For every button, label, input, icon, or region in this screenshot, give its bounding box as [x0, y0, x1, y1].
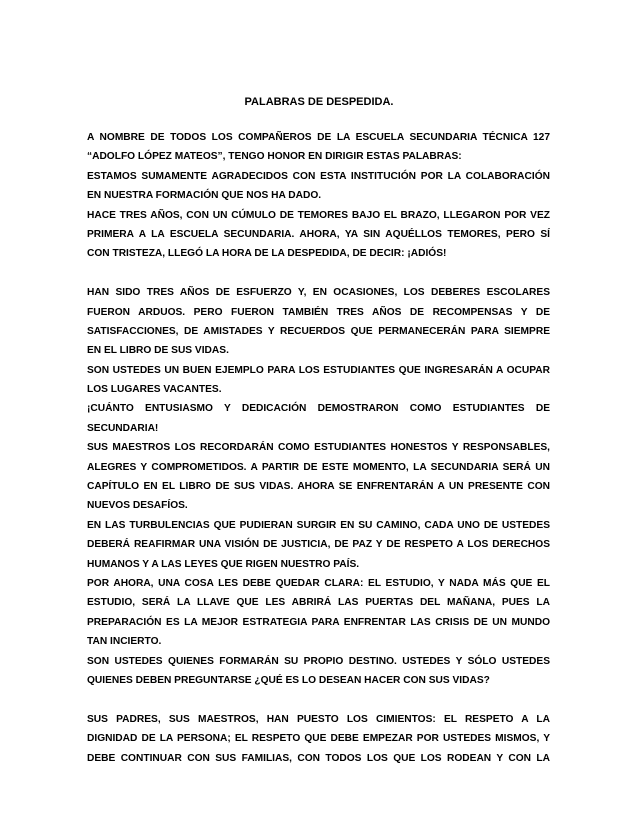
- text-line: ALEGRES Y COMPROMETIDOS. A PARTIR DE ESTE MOMENTO, LA SECUNDARIA SERÁ UN: [87, 461, 550, 473]
- text-line: A NOMBRE DE TODOS LOS COMPAÑEROS DE LA ESCUELA SECUNDARIA TÉCNICA 127: [87, 132, 550, 143]
- text-line: ESTAMOS SUMAMENTE AGRADECIDOS CON ESTA INSTITUCIÓN POR LA COLABORACIÓN: [87, 170, 550, 182]
- text-line: SUS PADRES, SUS MAESTROS, HAN PUESTO LOS CIMIENTOS: EL RESPETO A LA: [87, 713, 550, 725]
- text-line: POR AHORA, UNA COSA LES DEBE QUEDAR CLARA: EL ESTUDIO, Y NADA MÁS QUE EL: [87, 577, 550, 589]
- text-line: EN EL LIBRO DE SUS VIDAS.: [87, 345, 229, 357]
- text-line: EN NUESTRA FORMACIÓN QUE NOS HA DADO.: [87, 190, 322, 202]
- text-line: CON TRISTEZA, LLEGÓ LA HORA DE LA DESPEDIDA, DE DECIR: ¡ADIÓS!: [87, 248, 447, 260]
- text-line: HUMANOS Y A LAS LEYES QUE RIGEN NUESTRO PAÍS.: [87, 558, 360, 570]
- blank-line: [87, 264, 550, 283]
- text-line: “ADOLFO LÓPEZ MATEOS”, TENGO HONOR EN DIRIGIR ESTAS PALABRAS:: [87, 151, 462, 163]
- text-line: DEBE CONTINUAR CON SUS FAMILIAS, CON TODOS LOS QUE LOS RODEAN Y CON LA: [87, 752, 550, 764]
- text-line: SATISFACCIONES, DE AMISTADES Y RECUERDOS QUE PERMANECERÁN PARA SIEMPRE: [87, 325, 550, 337]
- text-line: SUS MAESTROS LOS RECORDARÁN COMO ESTUDIANTES HONESTOS Y RESPONSABLES,: [87, 442, 550, 454]
- text-line: ESTUDIO, SERÁ LA LLAVE QUE LES ABRIRÁ LAS PUERTAS DEL MAÑANA, PUES LA: [87, 597, 550, 609]
- text-line: LOS LUGARES VACANTES.: [87, 384, 222, 396]
- text-line: ¡CUÁNTO ENTUSIASMO Y DEDICACIÓN DEMOSTRARON COMO ESTUDIANTES DE: [87, 403, 550, 415]
- text-line: EN LAS TURBULENCIAS QUE PUDIERAN SURGIR EN SU CAMINO, CADA UNO DE USTEDES: [87, 519, 550, 531]
- text-line: SON USTEDES QUIENES FORMARÁN SU PROPIO DESTINO. USTEDES Y SÓLO USTEDES: [87, 655, 550, 667]
- text-line: PREPARACIÓN ES LA MEJOR ESTRATEGIA PARA ENFRENTAR LAS CRISIS DE UN MUNDO: [87, 616, 550, 628]
- text-line: FUERON ARDUOS. PERO FUERON TAMBIÉN TRES AÑOS DE RECOMPENSAS Y DE: [87, 306, 550, 318]
- text-line: PRIMERA A LA ESCUELA SECUNDARIA. AHORA, YA SIN AQUÉLLOS TEMORES, PERO SÍ: [87, 228, 550, 240]
- text-line: NUEVOS DESAFÍOS.: [87, 500, 188, 512]
- blank-line: [87, 690, 550, 709]
- text-line: DEBERÁ REAFIRMAR UNA VISIÓN DE JUSTICIA, DE PAZ Y DE RESPETO A LOS DERECHOS: [87, 539, 550, 551]
- text-line: HACE TRES AÑOS, CON UN CÚMULO DE TEMORES BAJO EL BRAZO, LLEGARON POR VEZ: [87, 209, 550, 221]
- text-line: DIGNIDAD DE LA PERSONA; EL RESPETO QUE DEBE EMPEZAR POR USTEDES MISMOS, Y: [87, 733, 550, 745]
- text-line: SON USTEDES UN BUEN EJEMPLO PARA LOS ESTUDIANTES QUE INGRESARÁN A OCUPAR: [87, 364, 550, 376]
- text-line: CAPÍTULO EN EL LIBRO DE SUS VIDAS. AHORA SE ENFRENTARÁN A UN PRESENTE CON: [87, 481, 550, 493]
- document-body: [87, 128, 550, 768]
- document-title: PALABRAS DE DESPEDIDA.: [244, 96, 394, 108]
- text-line: QUIENES DEBEN PREGUNTARSE ¿QUÉ ES LO DESEAN HACER CON SUS VIDAS?: [87, 674, 490, 686]
- text-line: SECUNDARIA!: [87, 422, 159, 434]
- text-line: TAN INCIERTO.: [87, 636, 162, 648]
- text-line: HAN SIDO TRES AÑOS DE ESFUERZO Y, EN OCASIONES, LOS DEBERES ESCOLARES: [87, 287, 550, 299]
